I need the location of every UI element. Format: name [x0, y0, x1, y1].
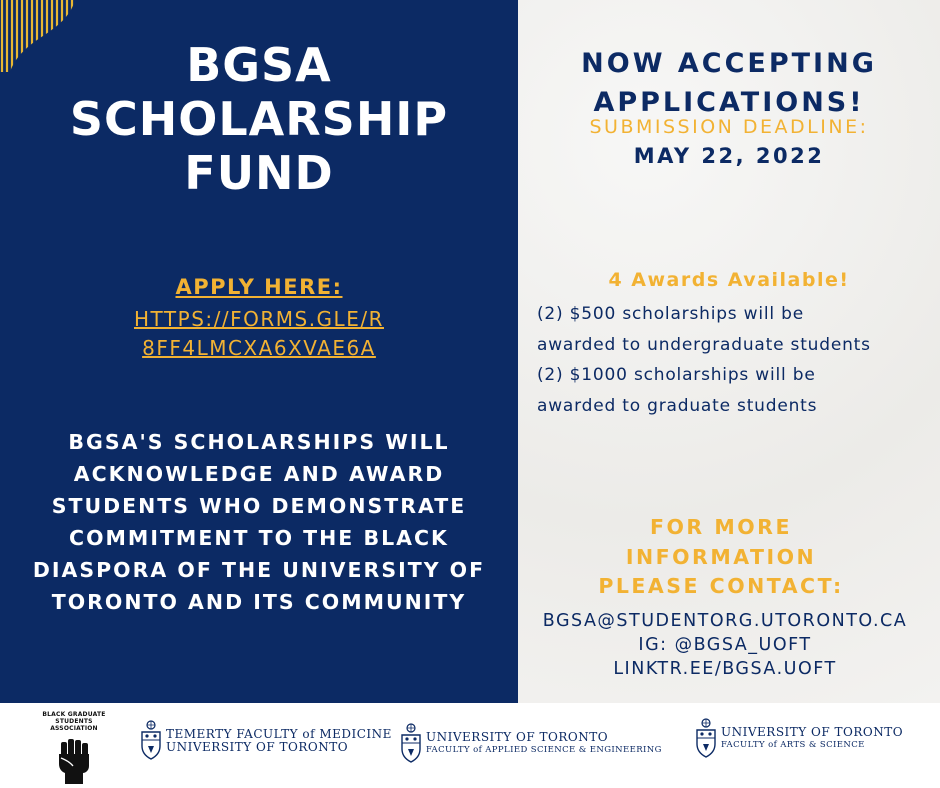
title-line-3: FUND [184, 146, 334, 200]
award-line: awarded to undergraduate students [537, 334, 871, 355]
application-form-link[interactable] [0, 305, 518, 363]
apply-here-label: APPLY HERE: [175, 275, 343, 299]
logo2-line-1: UNIVERSITY OF TORONTO [426, 730, 609, 744]
left-panel [0, 0, 518, 703]
title-line-1: BGSA [186, 38, 332, 92]
awards-list [537, 299, 871, 421]
bgsa-logo-line-2: STUDENTS ASSOCIATION [50, 718, 98, 732]
application-link-line-1[interactable]: HTTPS://FORMS.GLE/R [134, 307, 384, 331]
contact-heading-line: FOR MORE [650, 515, 792, 539]
deadline-date: MAY 22, 2022 [633, 144, 825, 168]
contact-instagram[interactable]: IG: @BGSA_UOFT [638, 635, 812, 655]
uoft-crest-icon [140, 720, 162, 762]
mission-line: ACKNOWLEDGE AND AWARD [73, 462, 445, 486]
accepting-applications-heading [518, 44, 940, 122]
poster-title [0, 38, 518, 200]
contact-linktree[interactable]: LINKTR.EE/BGSA.UOFT [613, 659, 837, 679]
mission-statement [0, 426, 518, 618]
award-line: awarded to graduate students [537, 395, 818, 416]
contact-heading-line: INFORMATION [625, 544, 817, 569]
bgsa-logo-line-1: BLACK GRADUATE [42, 711, 106, 718]
arts-science-logo [695, 718, 903, 760]
awards-title: 4 Awards Available! [608, 269, 850, 291]
sponsor-footer [0, 703, 940, 788]
applied-science-logo [400, 723, 662, 765]
award-line: (2) $500 scholarships will be [537, 304, 804, 324]
bgsa-logo [34, 711, 114, 785]
deadline-label: SUBMISSION DEADLINE: [589, 116, 869, 138]
contact-heading [518, 513, 924, 602]
contact-email[interactable]: BGSA@STUDENTORG.UTORONTO.CA [542, 611, 908, 631]
raised-fist-icon [57, 738, 91, 784]
logo1-line-1: TEMERTY FACULTY of MEDICINE [166, 727, 392, 741]
title-line-2: SCHOLARSHIP [69, 92, 449, 146]
uoft-crest-icon [400, 723, 422, 765]
contact-heading-line: PLEASE CONTACT: [598, 574, 844, 598]
logo1-line-2: UNIVERSITY OF TORONTO [166, 740, 349, 754]
contact-details [518, 609, 932, 681]
award-line: (2) $1000 scholarships will be [537, 365, 816, 385]
temerty-medicine-logo [140, 720, 392, 762]
logo3-line-1: UNIVERSITY OF TORONTO [721, 725, 904, 739]
uoft-crest-icon [695, 718, 717, 760]
logo2-line-2: FACULTY of APPLIED SCIENCE & ENGINEERING [426, 745, 662, 755]
mission-line: TORONTO AND ITS COMMUNITY [51, 590, 467, 614]
logo3-line-2: FACULTY of ARTS & SCIENCE [721, 740, 865, 750]
heading-line-1: NOW ACCEPTING [581, 48, 877, 79]
heading-line-2: APPLICATIONS! [593, 87, 865, 118]
mission-line: BGSA'S SCHOLARSHIPS WILL [68, 430, 450, 454]
mission-line: STUDENTS WHO DEMONSTRATE [51, 494, 467, 518]
mission-line: DIASPORA OF THE UNIVERSITY OF [32, 558, 486, 582]
application-link-line-2[interactable]: 8FF4LMCXA6XVAE6A [142, 336, 376, 360]
mission-line: COMMITMENT TO THE BLACK [69, 526, 449, 550]
